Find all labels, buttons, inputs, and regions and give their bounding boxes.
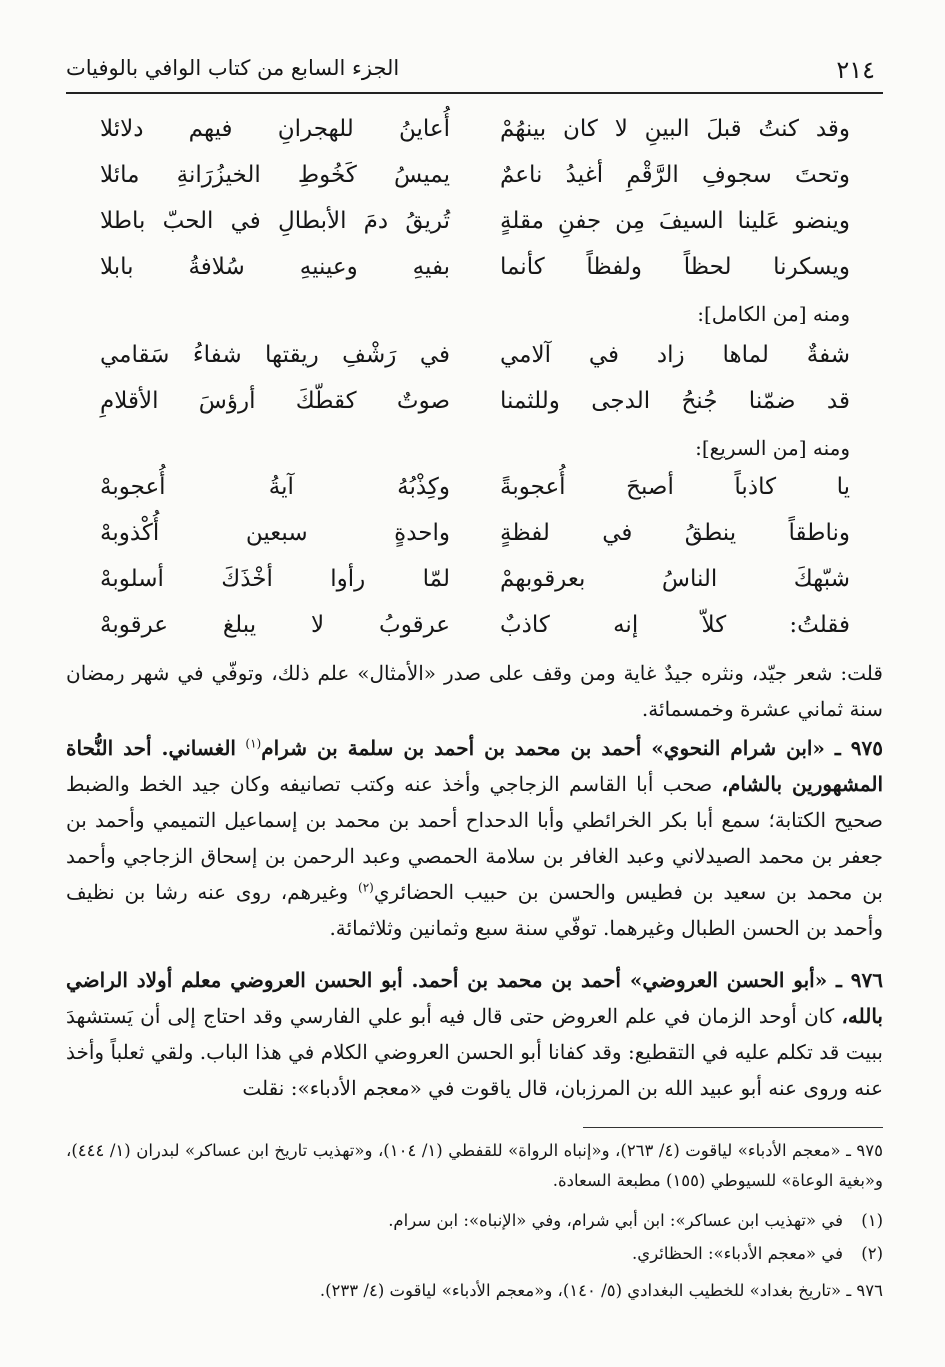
verse-hemistich-left: وكِذْبُهُ آيةُ أُعجوبهْ bbox=[100, 474, 450, 500]
page-number: ٢١٤ bbox=[836, 56, 875, 84]
footnote-marker: (١) bbox=[245, 736, 262, 751]
verse-line bbox=[100, 116, 850, 164]
verse-hemistich-right: وقد كنتُ قبلَ البينِ لا كان بينهُمْ bbox=[500, 116, 850, 142]
verse-hemistich-right: يا كاذباً أصبحَ أُعجوبةً bbox=[500, 474, 850, 500]
footnote-number: (٢) bbox=[861, 1244, 883, 1263]
entry-text: وغيرهم، روى عنه رشا بن نظيف وأحمد بن الحسن الطبال وغيرهما. توفّي سنة سبع وثمانين وثلاثمائة. bbox=[66, 880, 883, 940]
verse-hemistich-left: صوتٌ كقطّكَ أرؤسَ الأقلامِ bbox=[100, 388, 450, 414]
entry-heading-continued: الغساني. أحد النُّحاة المشهورين بالشام، bbox=[66, 736, 883, 796]
footnote-source-975: ٩٧٥ ـ «معجم الأدباء» لياقوت (٤/ ٢٦٣)، و«إنباه الرواة» للقفطي (١/ ١٠٤)، و«تهذيب تاريخ ابن عساكر» لبدران (١/ ٤٤٤)، و«بغية الوعاة» للسيوطي (١٥٥) مطبعة السعادة. bbox=[66, 1141, 883, 1190]
footnote-number: (١) bbox=[861, 1211, 883, 1230]
biography-entry-976 bbox=[66, 962, 883, 1106]
entry-heading: ٩٧٦ ـ «أبو الحسن العروضي» أحمد بن محمد بن أحمد. أبو الحسن العروضي معلم أولاد الراضي بالله، bbox=[66, 968, 883, 1028]
footnote-marker: (٢) bbox=[358, 880, 374, 895]
footnote-1 bbox=[66, 1206, 883, 1236]
verse-hemistich-left: بفيهِ وعينيهِ سُلافةُ بابلا bbox=[100, 254, 450, 280]
verse-line bbox=[100, 474, 850, 522]
meter-label: ومنه [من السريع]: bbox=[695, 436, 850, 460]
verse-hemistich-right: وينضو عَلينا السيفَ مِن جفنِ مقلةٍ bbox=[500, 208, 850, 234]
meter-label: ومنه [من الكامل]: bbox=[697, 302, 850, 326]
verse-line bbox=[100, 566, 850, 614]
verse-hemistich-left: واحدةٍ سبعين أُكْذوبهْ bbox=[100, 520, 450, 546]
verse-hemistich-left: عرقوبُ لا يبلغ عرقوبهْ bbox=[100, 612, 450, 638]
verse-line bbox=[100, 388, 850, 436]
page-header bbox=[66, 44, 883, 94]
verse-hemistich-right: شفةٌ لماها زاد في آلامي bbox=[500, 342, 850, 368]
footnote-text: في «تهذيب ابن عساكر»: ابن أبي شرام، وفي «الإنباه»: ابن سرام. bbox=[388, 1211, 843, 1230]
biography-entry-975 bbox=[66, 730, 883, 946]
verse-hemistich-left: يميسُ كَخُوطِ الخيزُرَانةِ مائلا bbox=[100, 162, 450, 188]
footnote-text: في «معجم الأدباء»: الحظائري. bbox=[632, 1244, 843, 1263]
verse-hemistich-left: لمّا رأوا أخْذَكَ أسلوبهْ bbox=[100, 566, 450, 592]
verse-hemistich-left: تُريقُ دمَ الأبطالِ في الحبّ باطلا bbox=[100, 208, 450, 234]
footnote-2 bbox=[66, 1239, 883, 1269]
comment-paragraph: قلت: شعر جيّد، ونثره جيدٌ غاية ومن وقف على صدر «الأمثال» علم ذلك، وتوفّي في شهر رمضان سنة ثماني عشرة وخمسمائة. bbox=[66, 661, 883, 721]
verse-line bbox=[100, 254, 850, 302]
entry-text: صحب أبا القاسم الزجاجي وأخذ عنه وكتب تصانيفه وكان جيد الخط والضبط صحيح الكتابة؛ سمع أبا بكر الخرائطي وأبا الدحداح أحمد بن محمد بن إسماعيل التميمي وأحمد بن جعفر بن محمد الصيدلاني وعبد الغافر بن سلامة الحمصي وعبد الرحمن بن إسحاق الزجاجي وأحمد بن محمد بن سعيد بن فطيس والحسن بن حبيب الحضائري bbox=[66, 772, 883, 904]
verse-line bbox=[100, 162, 850, 210]
verse-hemistich-right: ويسكرنا لحظاً ولفظاً كأنما bbox=[500, 254, 850, 280]
verse-hemistich-left: في رَشْفِ ريقتها شفاءُ سَقامي bbox=[100, 342, 450, 368]
verse-hemistich-right: قد ضمّنا جُنحُ الدجى وللثمنا bbox=[500, 388, 850, 414]
verse-hemistich-right: وتحتَ سجوفِ الرَّقْمِ أغيدُ ناعمٌ bbox=[500, 162, 850, 188]
verse-hemistich-right: وناطقاً ينطقُ في لفظةٍ bbox=[500, 520, 850, 546]
footnote-source-976: ٩٧٦ ـ «تاريخ بغداد» للخطيب البغدادي (٥/ ١٤٠)، و«معجم الأدباء» لياقوت (٤/ ٢٣٣). bbox=[319, 1281, 883, 1300]
running-title: الجزء السابع من كتاب الوافي بالوفيات bbox=[66, 56, 400, 80]
entry-heading: ٩٧٥ ـ «ابن شرام النحوي» أحمد بن محمد بن أحمد بن سلمة بن شرام bbox=[261, 736, 884, 760]
footnote-divider bbox=[583, 1127, 883, 1128]
verse-line bbox=[100, 612, 850, 660]
verse-line bbox=[100, 342, 850, 390]
verse-line bbox=[100, 208, 850, 256]
verse-hemistich-right: فقلتُ: كلاّ إنه كاذبٌ bbox=[500, 612, 850, 638]
verse-hemistich-right: شبّهكَ الناسُ بعرقوبهمْ bbox=[500, 566, 850, 592]
entry-text: كان أوحد الزمان في علم العروض حتى قال فيه أبو علي الفارسي وقد احتاج إلى أن يَستشهدَ ببيت قد تكلم عليه في التقطيع: وقد كفانا أبو الحسن العروضي الكلام في هذا الباب. ولقي ثعلباً وأخذ عنه وروى عنه أبو عبيد الله بن المرزبان، قال ياقوت في «معجم الأدباء»: نقلت bbox=[66, 1004, 883, 1100]
verse-hemistich-left: أُعاينُ للهجرانِ فيهم دلائلا bbox=[100, 116, 450, 142]
verse-line bbox=[100, 520, 850, 568]
